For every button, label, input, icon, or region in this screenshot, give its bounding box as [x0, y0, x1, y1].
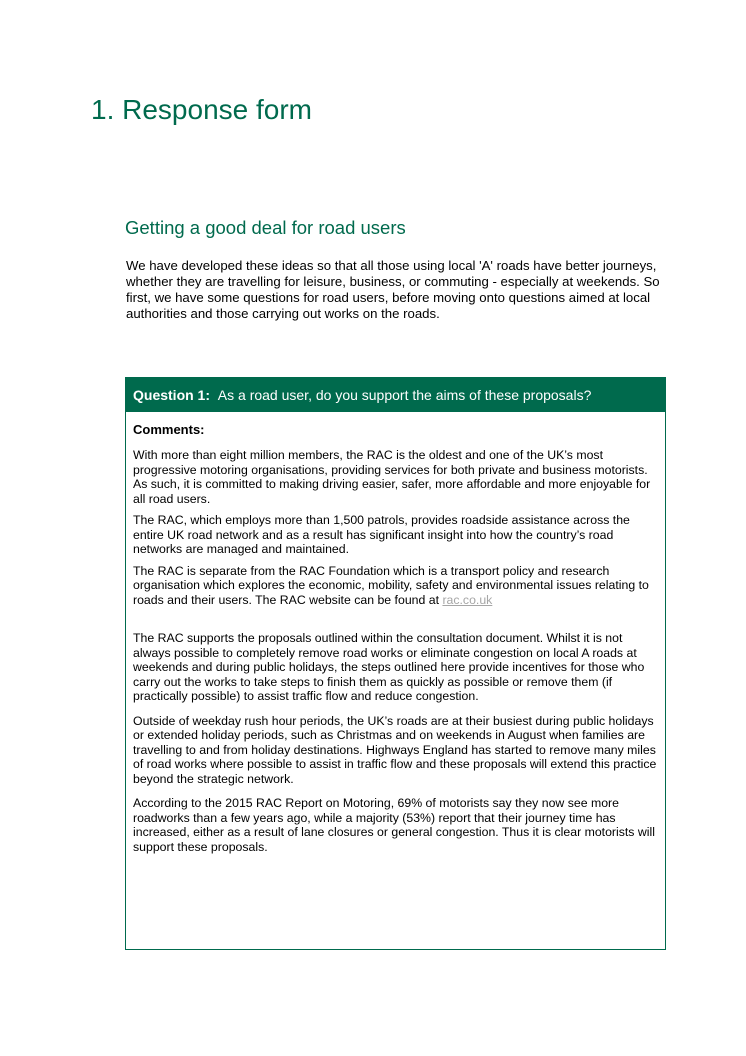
comment-paragraph-5: Outside of weekday rush hour periods, the UK’s roads are at their busiest during public holidays or extended holiday periods, such as Christmas and on weekends in August when families are travelling to and from holiday destinations. Highways England has started to remove many miles of road works where possible to assist in traffic flow and these proposals will extend this practice beyond the strategic network. — [133, 713, 657, 786]
rac-website-link[interactable]: rac.co.uk — [442, 592, 493, 607]
comments-area — [126, 412, 665, 854]
comment-paragraph-2: The RAC, which employs more than 1,500 patrols, provides roadside assistance across the entire UK road network and as a result has significant insight into how the country’s road networks are managed and maintained. — [133, 513, 630, 556]
section-heading: Getting a good deal for road users — [125, 217, 406, 238]
page-title: 1. Response form — [91, 94, 312, 125]
comment-paragraph-3 — [133, 564, 659, 608]
question-header — [126, 378, 665, 412]
comment-paragraph-1: With more than eight million members, the RAC is the oldest and one of the UK’s most progressive motoring organisations, providing services for both private and business motorists. As such, it is committed to making driving easier, safer, more affordable and more enjoyable for all road users. — [133, 448, 651, 506]
comment-paragraph-4: The RAC supports the proposals outlined within the consultation document. Whilst it is not always possible to completely remove road works or eliminate congestion on local A roads at weekends and during public holidays, the steps outlined here provide incentives for those who carry out the works to take steps to finish them as quickly as possible or remove them (if practically possible) to assist traffic flow and reduce congestion. — [133, 631, 645, 703]
comment-paragraph-3-text: The RAC is separate from the RAC Foundation which is a transport policy and research organisation which explores the economic, mobility, safety and environmental issues relating to roads and their users. The RAC website can be found at — [133, 563, 649, 607]
question-text: As a road user, do you support the aims of these proposals? — [217, 387, 592, 403]
comment-paragraph-6: According to the 2015 RAC Report on Motoring, 69% of motorists say they now see more roadworks than a few years ago, while a majority (53%) report that their journey time has increased, either as a result of lane closures or general congestion. Thus it is clear motorists will support these proposals. — [133, 796, 655, 854]
question-label: Question 1: — [133, 387, 211, 403]
comments-title: Comments: — [133, 422, 205, 437]
intro-paragraph: We have developed these ideas so that all those using local 'A' roads have better journeys, whether they are travelling for leisure, business, or commuting - especially at weekends. So first, we have some questions for road users, before moving onto questions aimed at local authorities and those carrying out works on the roads. — [126, 258, 660, 321]
question-box — [125, 377, 666, 950]
